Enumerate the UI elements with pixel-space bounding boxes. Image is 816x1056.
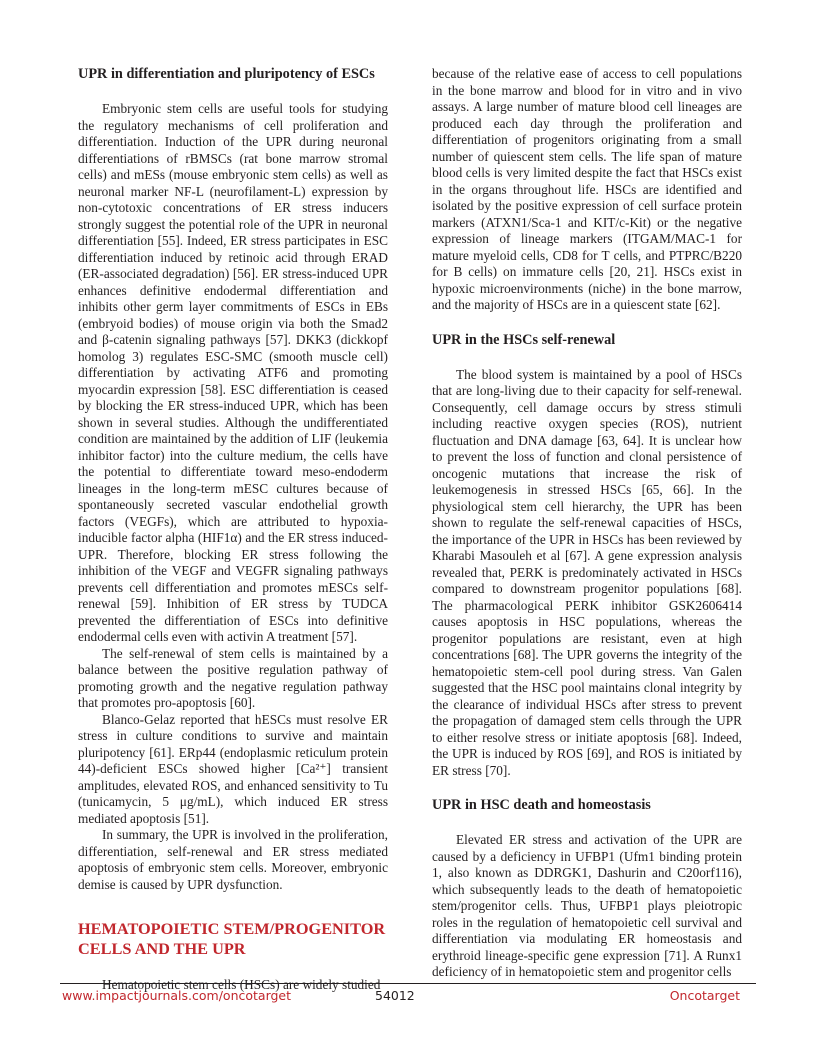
footer-journal-name: Oncotarget bbox=[669, 988, 740, 1003]
body-paragraph: Hematopoietic stem cells (HSCs) are widely studied bbox=[102, 977, 381, 992]
footer-divider bbox=[60, 983, 756, 984]
body-paragraph: Elevated ER stress and activation of the UPR are caused by a deficiency in UFBP1 (Ufm1 binding protein 1, also known as DDRGK1, Dashurin and C20orf116), which subsequently leads to the death of hematopoietic stem/progenitor cells. Thus, UFBP1 plays pleiotropic roles in the regulation of hematopoietic cell survival and differentiation via modulating ER homeostasis and erythroid lineage-specific gene expression [71]. A Runx1 deficiency of in hematopoietic stem and progenitor cells bbox=[432, 832, 742, 979]
body-paragraph: In summary, the UPR is involved in the proliferation, differentiation, self-renewal and ER stress mediated apoptosis of embryonic stem cells. Moreover, embryonic demise is caused by UPR dysfunction. bbox=[78, 827, 388, 892]
right-column bbox=[432, 66, 742, 981]
body-paragraph: Embryonic stem cells are useful tools for studying the regulatory mechanisms of cell proliferation and differentiation. Induction of the UPR during neuronal differentiations of rBMSCs (rat bone marrow stromal cells) and mESs (mouse embryonic stem cells) as well as neuronal marker NF-L (neurofilament-L) expression by non-cytotoxic concentrations of ER stress inducers strongly suggest the potential role of the UPR in neuronal differentiation [55]. Indeed, ER stress participates in ESC differentiation induced by retinoic acid through ERAD (ER-associated degradation) [56]. ER stress-induced UPR enhances definitive endodermal differentiation and inhibits other germ layer commitments of ESCs in EBs (embryoid bodies) of mouse origin via both the Smad2 and β-catenin signaling pathways [57]. DKK3 (dickkopf homolog 3) regulates ESC-SMC (smooth muscle cell) differentiation by activating ATF6 and promoting myocardin expression [58]. ESC differentiation is ceased by blocking the ER stress-induced UPR, which has been shown in several studies. Although the undifferentiated condition are maintained by the addition of LIF (leukemia inhibitor factor) into the culture medium, the cells have the potential to differentiate toward meso-endoderm lineages in the long-term mESC cultures because of spontaneously secreted vascular endothelial growth factors (VEGFs), which are attributed to hypoxia-inducible factor alpha (HIF1α) and the ER stress induced-UPR. Therefore, blocking ER stress following the inhibition of the VEGF and VEGFR signaling pathways prevents cell differentiation and promotes mESCs self-renewal [59]. Inhibition of ER stress by TUDCA prevented the differentiation of ESCs into definitive endodermal cells even with activin A treatment [57]. bbox=[78, 101, 388, 644]
section-heading-hsc-death: UPR in HSC death and homeostasis bbox=[432, 797, 651, 813]
footer-page-number: 54012 bbox=[375, 988, 415, 1003]
body-paragraph: Blanco-Gelaz reported that hESCs must resolve ER stress in culture conditions to survive and maintain pluripotency [61]. ERp44 (endoplasmic reticulum protein 44)-deficient ESCs showed higher [Ca²⁺] transient amplitudes, elevated ROS, and enhanced sensitivity to Tu (tunicamycin, 5 μg/mL), which induced ER stress mediated apoptosis [51]. bbox=[78, 711, 388, 826]
body-paragraph: The blood system is maintained by a pool of HSCs that are long-living due to their capacity for self-renewal. Consequently, cell damage occurs by stress stimuli including reactive oxygen species (ROS), nutrient fluctuation and DNA damage [63, 64]. It is unclear how to prevent the loss of function and clonal persistence of oncogenic mutations that increase the risk of leukemogenesis in stressed HSCs [65, 66]. In the physiological stem cell hierarchy, the UPR has been shown to regulate the self-renewal capacities of HSCs, the importance of the UPR in HSCs has been reviewed by Kharabi Masouleh et al [67]. A gene expression analysis revealed that, PERK is predominately activated in HSCs compared to downstream progenitor populations [68]. The pharmacological PERK inhibitor GSK2606414 causes apoptosis in HSC populations, whereas the progenitor populations are resistant, even at high concentrations [68]. The UPR governs the integrity of the hematopoietic stem-cell pool during stress. Van Galen suggested that the HSC pool maintains clonal integrity by the clearance of individual HSCs after stress to prevent the propagation of damaged stem cells through the UPR to either resolve stress or initiate apoptosis [68]. Indeed, the UPR is induced by ROS [69], and ROS is initiated by ER stress [70]. bbox=[432, 366, 742, 778]
body-paragraph: because of the relative ease of access to cell populations in the bone marrow and blood for in vitro and in vivo assays. A large number of mature blood cell lineages are produced each day through the proliferation and differentiation of progenitors originating from a small number of quiescent stem cells. The life span of mature blood cells is very limited despite the fact that HSCs exist in the organs throughout life. HSCs are identified and isolated by the positive expression of cell surface protein markers (ATXN1/Sca-1 and KIT/c-Kit) or the negative expression of lineage markers (ITGAM/MAC-1 for mature myeloid cells, CD8 for T cells, and PTPRC/B220 for B cells) on immature cells [20, 21]. HSCs exist in hypoxic microenvironments (niche) in the bone marrow, and the majority of HSCs are in a quiescent state [62]. bbox=[432, 66, 742, 312]
footer-journal-url[interactable]: www.impactjournals.com/oncotarget bbox=[62, 988, 292, 1003]
body-paragraph: The self-renewal of stem cells is maintained by a balance between the positive regulation pathway of promoting growth and the negative regulation pathway that promotes pro-apoptosis [60]. bbox=[78, 645, 388, 710]
section-heading-upr-escs: UPR in differentiation and pluripotency of ESCs bbox=[78, 66, 375, 82]
section-heading-hsc-self-renewal: UPR in the HSCs self-renewal bbox=[432, 331, 616, 348]
left-column bbox=[78, 66, 388, 994]
section-heading-hsc-upr: HEMATOPOIETIC STEM/PROGENITOR CELLS AND THE UPR bbox=[78, 919, 386, 958]
